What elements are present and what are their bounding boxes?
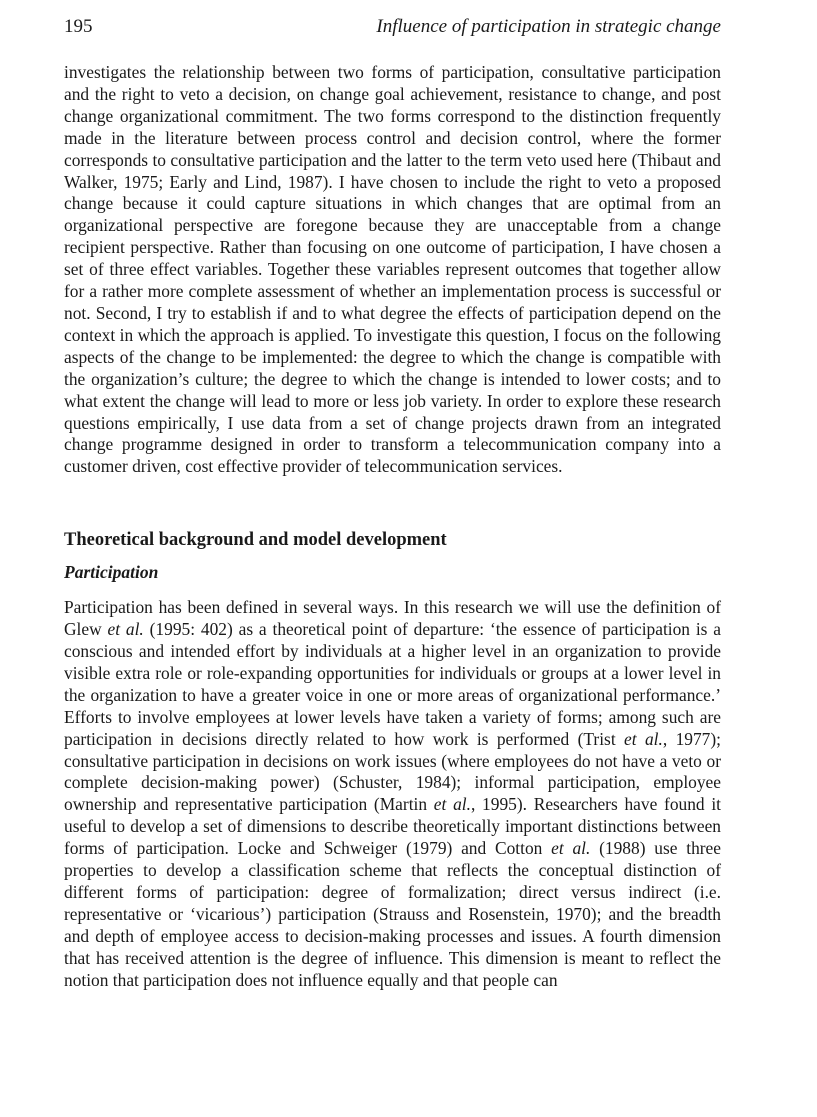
section-heading: Theoretical background and model development [64,530,447,551]
intro-paragraph: investigates the relationship between two forms of participation, consultative participation and the right to veto a decision, on change goal achievement, resistance to change, and post change organizational commitment. The two forms correspond to the distinction frequently made in the literature between process control and decision control, where the former corresponds to consultative participation and the latter to the term veto used here (Thibaut and Walker, 1975; Early and Lind, 1987). I have chosen to include the right to veto a proposed change because it could capture situations in which changes that are optimal from an organizational perspective are foregone because they are unacceptable from a change recipient perspective. Rather than focusing on one outcome of participation, I have chosen a set of three effect variables. Together these variables represent outcomes that together allow for a rather more complete assessment of whether an implementation process is successful or not. Second, I try to establish if and to what degree the effects of participation depend on the context in which the approach is applied. To investigate this question, I focus on the following aspects of the change to be implemented: the degree to which the change is compatible with the organization’s culture; the degree to which the change is intended to lower costs; and to what extent the change will lead to more or less job variety. In order to explore these research questions empirically, I use data from a set of change projects drawn from an integrated change programme designed in order to transform a telecommunication company into a customer driven, cost effective provider of telecommunication services. [64,62,721,477]
paragraph-text: (1988) use three properties to develop a classification scheme that reflects the conceptual distinction of different forms of participation: degree of formalization; direct versus indirect (i.e. representative or ‘vicarious’) participation (Strauss and Rosenstein, 1970); and the breadth and depth of employee access to decision-making processes and issues. A fourth dimension that has received attention is the degree of influence. This dimension is meant to reflect the notion that participation does not influence equally and that people can [64,838,721,990]
paragraph-text: (1995: 402) as a theoretical point of departure: ‘the essence of participation is a conscious and intended effort by individuals at a higher level in an organization to provide visible extra role or role-expanding opportunities for individuals or groups at a lower level in the organization to have a greater voice in one or more areas of organizational performance.’ Efforts to involve employees at lower levels have taken a variety of forms; among such are participation in decisions directly related to how work is performed (Trist [64,619,721,749]
citation-et-al: et al. [624,728,663,749]
running-header [64,16,721,44]
citation-et-al: et al. [107,619,144,640]
subsection-heading: Participation [64,562,159,583]
paragraph-text: Participation has been defined in several ways. In this research we will use the definition of Glew [64,597,721,640]
citation-et-al: et al. [433,794,471,815]
running-title: Influence of participation in strategic change [376,16,721,37]
participation-paragraph [64,597,721,991]
paragraph-text: , 1977); consultative participation in decisions on work issues (where employees do not have a veto or complete decision-making power) (Schuster, 1984); informal participation, employee ownership and representative participation (Martin [64,728,721,815]
page-number: 195 [64,16,93,37]
paragraph-text: , 1995). Researchers have found it useful to develop a set of dimensions to describe theoretically important distinctions between forms of participation. Locke and Schweiger (1979) and Cotton [64,794,721,859]
citation-et-al: et al. [551,838,591,859]
document-page [64,16,721,992]
